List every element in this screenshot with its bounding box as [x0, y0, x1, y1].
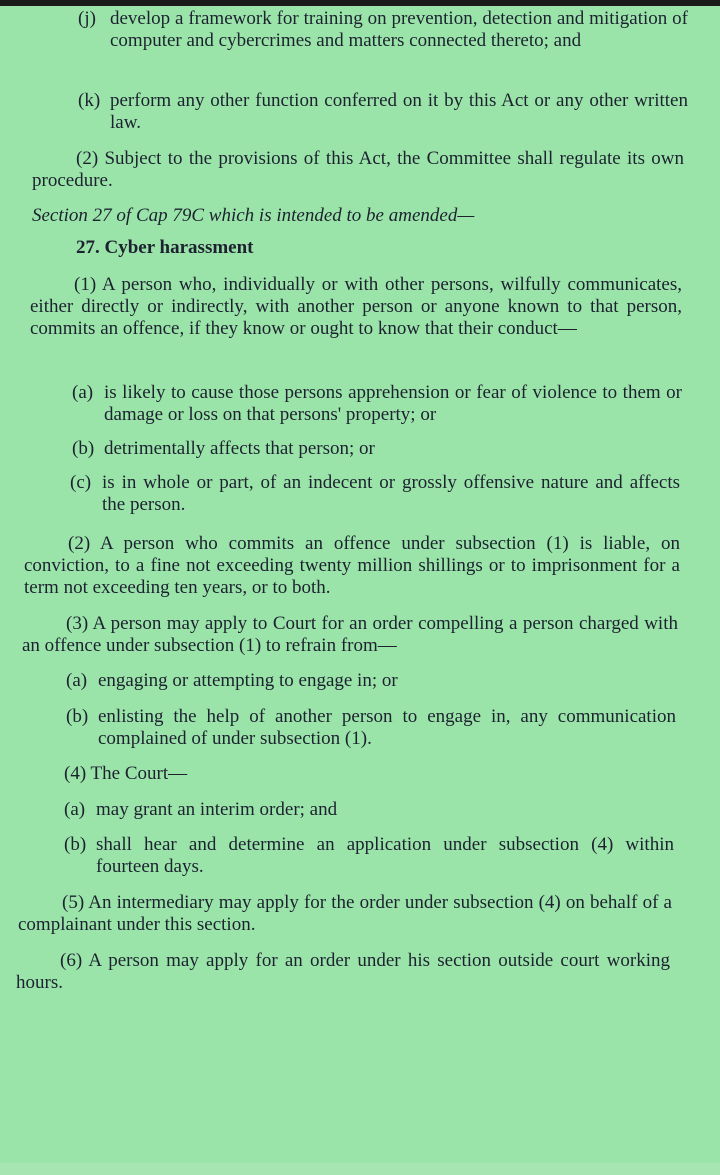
subsection-2-liability — [24, 533, 680, 599]
note-text: Section 27 of Cap 79C which is intended to be amended— — [32, 205, 475, 226]
item-marker: (j) — [78, 8, 96, 29]
paragraph-committee-procedure — [32, 148, 684, 192]
item-text: is likely to cause those persons apprehension or fear of violence to them or damage or loss on that persons' property; or — [104, 382, 682, 425]
subsection-5-intermediary — [18, 892, 672, 936]
bottom-edge — [0, 1163, 720, 1175]
list-item-4a — [64, 799, 674, 821]
list-item-k — [78, 90, 688, 134]
item-text: may grant an interim order; and — [96, 799, 338, 820]
item-marker: (a) — [66, 670, 88, 691]
list-item-4b — [64, 834, 674, 878]
item-text: is in whole or part, of an indecent or grossly offensive nature and affects the person. — [102, 472, 680, 515]
list-item-1b — [72, 438, 682, 460]
list-item-3b — [66, 706, 676, 750]
paragraph-text: (5) An intermediary may apply for the order under subsection (4) on behalf of a complainant under this section. — [18, 892, 672, 935]
heading-text: 27. Cyber harassment — [76, 237, 254, 258]
item-marker: (k) — [78, 90, 101, 111]
subsection-1-intro — [30, 274, 682, 340]
list-item-j — [78, 8, 688, 52]
item-marker: (c) — [70, 472, 92, 493]
item-text: shall hear and determine an application under subsection (4) within fourteen days. — [96, 834, 674, 877]
item-marker: (b) — [72, 438, 95, 459]
item-marker: (a) — [64, 799, 86, 820]
item-marker: (a) — [72, 382, 94, 403]
section-amendment-note — [32, 205, 684, 227]
paragraph-text: (4) The Court— — [64, 763, 188, 784]
list-item-1c — [70, 472, 680, 516]
list-item-1a — [72, 382, 682, 426]
section-heading — [76, 237, 676, 259]
paragraph-text: (1) A person who, individually or with other persons, wilfully communicates, either directly or indirectly, with another person or anyone known to that person, commits an offence, if they know or ought to know that their conduct— — [30, 274, 682, 339]
list-item-3a — [66, 670, 676, 692]
item-text: enlisting the help of another person to engage in, any communication complained of under subsection (1). — [98, 706, 676, 749]
subsection-3-intro — [22, 613, 678, 657]
subsection-4-intro — [64, 763, 664, 785]
paragraph-text: (3) A person may apply to Court for an order compelling a person charged with an offence under subsection (1) to refrain from— — [22, 613, 678, 656]
item-marker: (b) — [64, 834, 87, 855]
item-text: engaging or attempting to engage in; or — [98, 670, 398, 691]
subsection-6-outside-hours — [16, 950, 670, 994]
item-text: detrimentally affects that person; or — [104, 438, 375, 459]
paragraph-text: (2) A person who commits an offence under subsection (1) is liable, on conviction, to a fine not exceeding twenty million shillings or to imprisonment for a term not exceeding ten years, or to both. — [24, 533, 680, 598]
item-marker: (b) — [66, 706, 89, 727]
paragraph-text: (6) A person may apply for an order under his section outside court working hours. — [16, 950, 670, 993]
item-text: perform any other function conferred on it by this Act or any other written law. — [110, 90, 688, 133]
item-text: develop a framework for training on prevention, detection and mitigation of computer and cybercrimes and matters connected thereto; and — [110, 8, 688, 51]
paragraph-text: (2) Subject to the provisions of this Act, the Committee shall regulate its own procedure. — [32, 148, 684, 191]
